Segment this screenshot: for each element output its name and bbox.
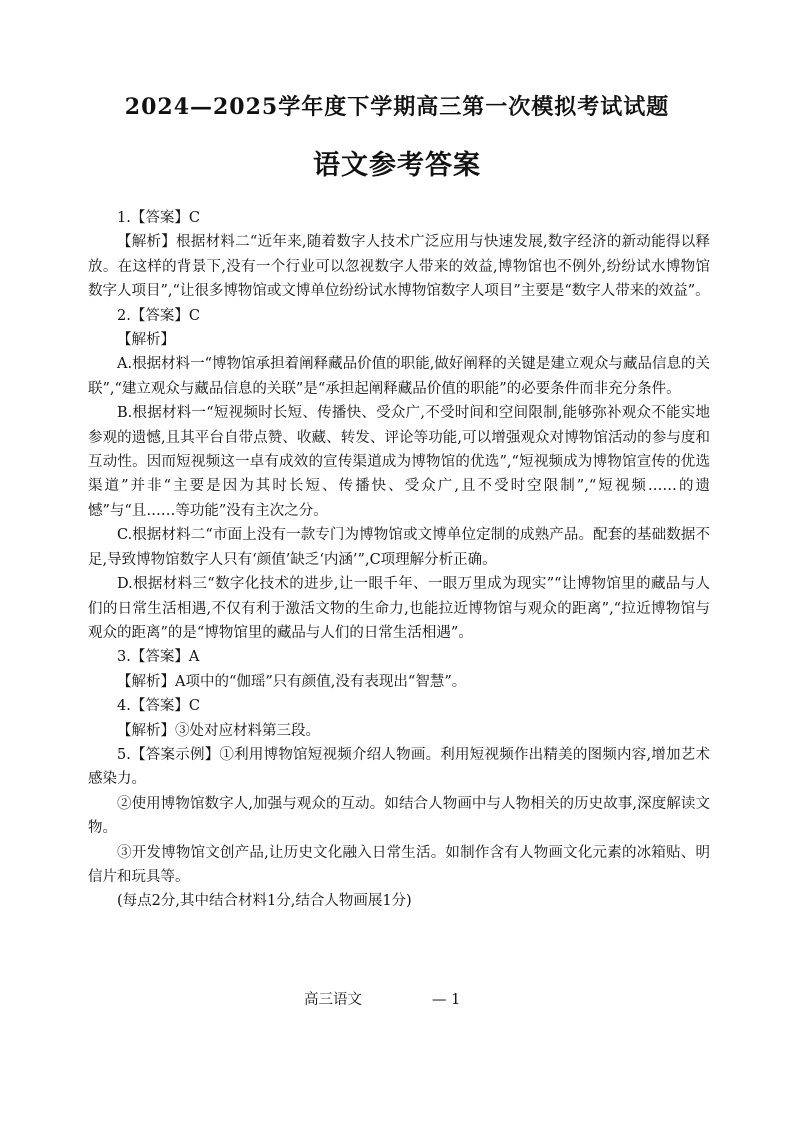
q3-analysis: 【解析】A项中的“伽瑶”只有颜值,没有表现出“智慧”。	[117, 673, 467, 690]
q4-answer: 4.【答案】C	[117, 698, 200, 715]
q2-analysis-label: 【解析】	[117, 332, 175, 349]
q2-answer: 2.【答案】C	[117, 307, 200, 324]
q2-option-a: A.根据材料一“博物馆承担着阐释藏品价值的职能,做好阐释的关键是建立观众与藏品信息的关联”,“建立观众与藏品信息的关联”是“承担起阐释藏品价值的职能”的必要条件而非充分条件。	[88, 356, 710, 397]
q1-answer: 1.【答案】C	[117, 210, 200, 226]
q1-analysis: 【解析】根据材料二“近年来,随着数字人技术广泛应用与快速发展,数字经济的新动能得以释放。在这样的背景下,没有一个行业可以忽视数字人带来的效益,博物馆也不例外,纷纷试水博物馆数字人项目”,“让很多博物馆或文博单位纷纷试水博物馆数字人项目”主要是“数字人带来的效益”。	[88, 234, 710, 300]
q5-answer-point-1: 5.【答案示例】①利用博物馆短视频介绍人物画。利用短视频作出精美的图频内容,增加艺术感染力。	[88, 746, 710, 788]
page-title: 语文参考答案	[313, 150, 481, 181]
exam-title: 2024—2025学年度下学期高三第一次模拟考试试题	[124, 94, 670, 120]
q5-scoring-note: (每点2分,其中结合材料1分,结合人物画展1分)	[117, 893, 412, 910]
q5-answer-point-2: ②使用博物馆数字人,加强与观众的互动。如结合人物画中与人物相关的历史故事,深度解读文物。	[88, 795, 710, 837]
q2-option-d: D.根据材料三“数字化技术的进步,让一眼千年、一眼万里成为现实”“让博物馆里的藏品与人们的日常生活相遇,不仅有利于激活文物的生命力,也能拉近博物馆与观众的距离”,“拉近博物馆与观众的距离”的是“博物馆里的藏品与人们的日常生活相遇”。	[88, 576, 710, 641]
q2-option-c: C.根据材料二“市面上没有一款专门为博物馆或文博单位定制的成熟产品。配套的基础数据不足,导致博物馆数字人只有‘颜值’缺乏‘内涵’”,C项理解分析正确。	[88, 527, 710, 568]
answer-content	[88, 206, 710, 914]
q5-answer-point-3: ③开发博物馆文创产品,让历史文化融入日常生活。如制作含有人物画文化元素的冰箱贴、明信片和玩具等。	[88, 844, 710, 885]
footer-subject: 高三语文	[304, 992, 362, 1008]
q3-answer: 3.【答案】A	[117, 649, 200, 666]
page-number: — 1	[432, 992, 461, 1008]
q4-analysis: 【解析】③处对应材料第三段。	[117, 722, 320, 739]
q2-option-b: B.根据材料一“短视频时长短、传播快、受众广,不受时间和空间限制,能够弥补观众不能实地参观的遗憾,且其平台自带点赞、收藏、转发、评论等功能,可以增强观众对博物馆活动的参与度和互动性。因而短视频这一卓有成效的宣传渠道成为博物馆的优选”,“短视频成为博物馆宣传的优选渠道”并非“主要是因为其时长短、传播快、受众广,且不受时空限制”,“短视频……的遗憾”与“且……等功能”没有主次之分。	[88, 405, 710, 519]
